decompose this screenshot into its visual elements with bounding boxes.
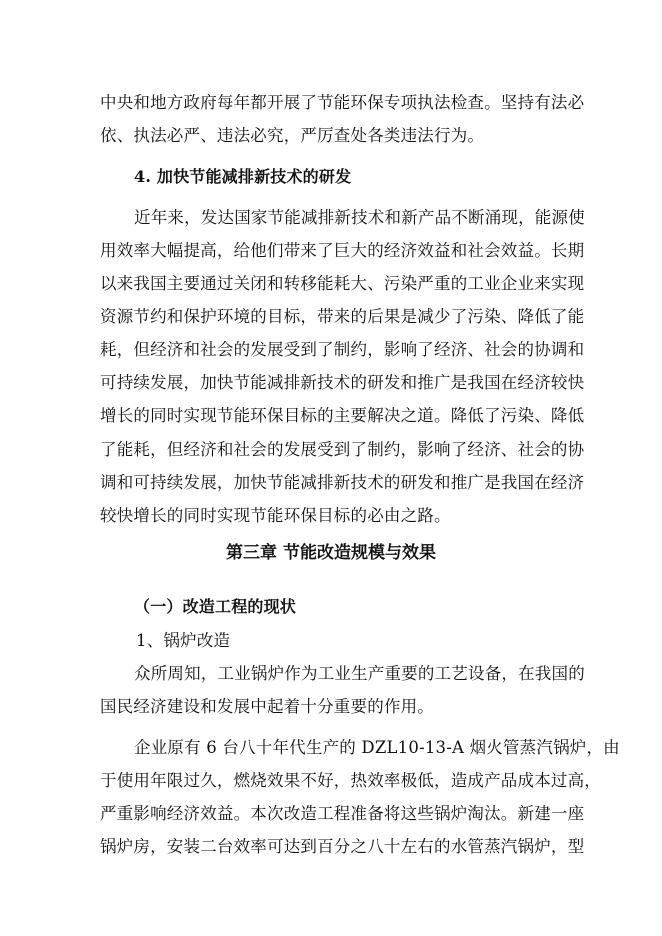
paragraph-line: 增长的同时实现节能环保目标的主要解决之道。降低了污染、降低 — [100, 406, 585, 425]
paragraph-line: 中央和地方政府每年都开展了节能环保专项执法检查。坚持有法必 — [100, 93, 585, 112]
paragraph-line: 资源节约和保护环境的目标，带来的后果是减少了污染、降低了能 — [100, 307, 585, 326]
paragraph-line: 用效率大幅提高，给他们带来了巨大的经济效益和社会效益。长期 — [100, 241, 585, 260]
paragraph-line: 近年来，发达国家节能减排新技术和新产品不断涌现，能源使 — [134, 208, 585, 227]
section-heading: 4. 加快节能减排新技术的研发 — [134, 167, 352, 186]
paragraph-line: 了能耗，但经济和社会的发展受到了制约，影响了经济、社会的协 — [100, 440, 585, 459]
paragraph-line: 企业原有 6 台八十年代生产的 DZL10-13-A 烟火管蒸汽锅炉，由 — [134, 738, 620, 757]
paragraph-line: 于使用年限过久，燃烧效果不好，热效率极低，造成产品成本过高， — [100, 771, 601, 790]
subsection-heading: （一）改造工程的现状 — [134, 597, 297, 616]
paragraph-line: 以来我国主要通过关闭和转移能耗大、污染严重的工业企业来实现 — [100, 274, 585, 293]
paragraph-line: 可持续发展，加快节能减排新技术的研发和推广是我国在经济较快 — [100, 373, 585, 392]
paragraph-line: 国民经济建设和发展中起着十分重要的作用。 — [100, 697, 434, 716]
paragraph-line: 依、执法必严、违法必究，严厉查处各类违法行为。 — [100, 126, 485, 145]
paragraph-line: 调和可持续发展，加快节能减排新技术的研发和推广是我国在经济 — [100, 473, 585, 492]
list-item-heading: 1、锅炉改造 — [136, 631, 231, 650]
paragraph-line: 严重影响经济效益。本次改造工程准备将这些锅炉淘汰。新建一座 — [100, 804, 585, 823]
chapter-title: 第三章 节能改造规模与效果 — [226, 543, 436, 563]
paragraph-line: 较快增长的同时实现节能环保目标的必由之路。 — [100, 506, 451, 525]
paragraph-line: 众所周知，工业锅炉作为工业生产重要的工艺设备，在我国的 — [134, 664, 585, 683]
paragraph-line: 锅炉房，安装二台效率可达到百分之八十左右的水管蒸汽锅炉，型 — [100, 837, 585, 856]
paragraph-line: 耗，但经济和社会的发展受到了制约，影响了经济、社会的协调和 — [100, 340, 585, 359]
